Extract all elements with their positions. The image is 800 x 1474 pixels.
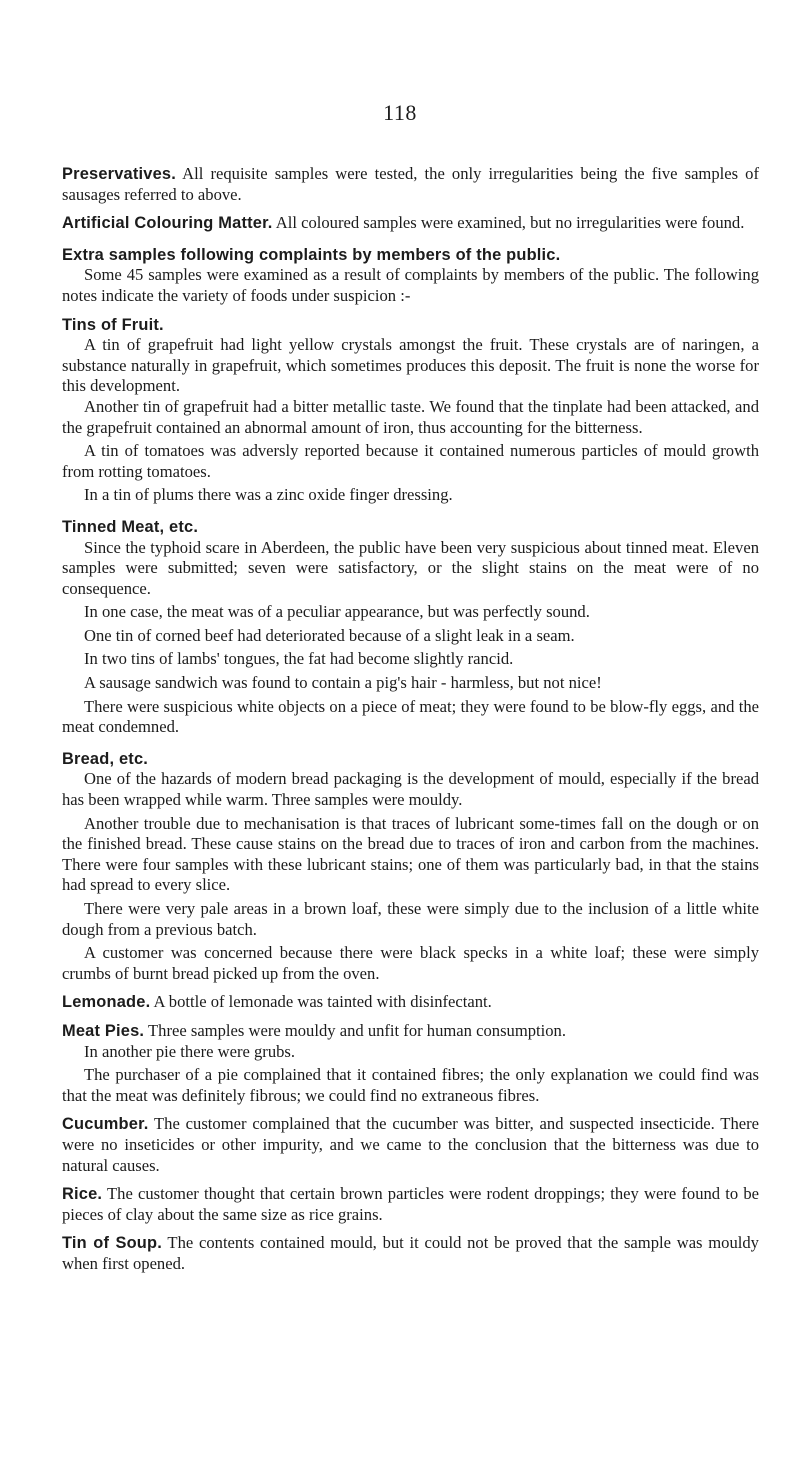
bread-paragraph: There were very pale areas in a brown loaf, these were simply due to the inclusion of a little white dough from a previous batch. xyxy=(62,899,759,939)
rice-text: The customer thought that certain brown particles were rodent droppings; they were found to be pieces of clay about the same size as rice grains. xyxy=(62,1184,759,1224)
bread-heading: Bread, etc. xyxy=(62,749,149,768)
soup-paragraph xyxy=(62,1233,759,1274)
colouring-paragraph xyxy=(62,213,759,234)
rice-paragraph xyxy=(62,1184,759,1225)
cucumber-paragraph xyxy=(62,1114,759,1176)
extra-samples-intro: Some 45 samples were examined as a result of complaints by members of the public. The following notes indicate the variety of foods under suspicion :- xyxy=(62,265,759,305)
meat-heading: Tinned Meat, etc. xyxy=(62,517,199,536)
bread-paragraph: One of the hazards of modern bread packaging is the development of mould, especially if the bread has been wrapped while warm. Three samples were mouldy. xyxy=(62,769,759,810)
document-body xyxy=(62,164,759,1275)
fruit-heading: Tins of Fruit. xyxy=(62,315,164,334)
meat-paragraph: There were suspicious white objects on a piece of meat; they were found to be blow-fly eggs, and the meat condemned. xyxy=(62,696,759,737)
pies-subparagraph: In another pie there were grubs. xyxy=(84,1041,296,1061)
bread-paragraph: Another trouble due to mechanisation is that traces of lubricant some-times fall on the dough or on the finished bread. These cause stains on the bread due to traces of iron and carbon from the machines. There were four samples with these lubricant stains; one of them was particularly bad, in that the stains had spread to every slice. xyxy=(62,813,759,895)
pies-text: Three samples were mouldy and unfit for human consumption. xyxy=(144,1020,566,1040)
preservatives-text: All requisite samples were tested, the only irregularities being the five samples of sausages referred to above. xyxy=(62,164,759,204)
meat-paragraph: In two tins of lambs' tongues, the fat had become slightly rancid. xyxy=(84,649,514,669)
lemonade-heading: Lemonade. xyxy=(62,993,151,1012)
cucumber-heading: Cucumber. xyxy=(62,1115,149,1134)
fruit-paragraph: A tin of grapefruit had light yellow crystals amongst the fruit. These crystals are of naringen, a substance naturally in grapefruit, which sometimes produces this deposit. The fruit is none the worse for this development. xyxy=(62,335,759,396)
cucumber-text: The customer complained that the cucumber was bitter, and suspected insecticide. There were no inseticides or other impurity, and we came to the conclusion that the bitterness was due to natural causes. xyxy=(62,1114,759,1175)
rice-heading: Rice. xyxy=(62,1185,103,1204)
meat-paragraph: In one case, the meat was of a peculiar appearance, but was perfectly sound. xyxy=(84,602,590,622)
meat-paragraph: A sausage sandwich was found to contain a pig's hair - harmless, but not nice! xyxy=(84,673,602,693)
page-number: 118 xyxy=(383,100,417,125)
soup-heading: Tin of Soup. xyxy=(62,1234,162,1253)
soup-text: The contents contained mould, but it could not be proved that the sample was mouldy when first opened. xyxy=(62,1233,759,1273)
colouring-text: All coloured samples were examined, but no irregularities were found. xyxy=(272,213,745,233)
preservatives-heading: Preservatives. xyxy=(62,165,176,183)
fruit-paragraph: Another tin of grapefruit had a bitter metallic taste. We found that the tinplate had been attacked, and the grapefruit contained an abnormal amount of iron, thus accounting for the bitterness. xyxy=(62,396,759,437)
colouring-heading: Artificial Colouring Matter. xyxy=(62,214,273,233)
fruit-paragraph: A tin of tomatoes was adversly reported because it contained numerous particles of mould growth from rotting tomatoes. xyxy=(62,441,759,481)
bread-paragraph: A customer was concerned because there were black specks in a white loaf; these were simply crumbs of burnt bread picked up from the oven. xyxy=(62,943,759,983)
pies-heading: Meat Pies. xyxy=(62,1021,145,1040)
pies-subparagraph: The purchaser of a pie complained that it contained fibres; the only explanation we could find was that the meat was definitely fibrous; we could find no extraneous fibres. xyxy=(62,1065,759,1105)
meat-paragraph: Since the typhoid scare in Aberdeen, the public have been very suspicious about tinned meat. Eleven samples were submitted; seven were satisfactory, or the slight stains on the meat were of no consequence. xyxy=(62,537,759,598)
pies-paragraph xyxy=(62,1021,759,1042)
lemonade-paragraph xyxy=(62,992,759,1013)
preservatives-paragraph xyxy=(62,164,759,205)
extra-samples-heading: Extra samples following complaints by members of the public. xyxy=(62,245,561,264)
meat-paragraph: One tin of corned beef had deteriorated because of a slight leak in a seam. xyxy=(84,625,575,645)
fruit-paragraph: In a tin of plums there was a zinc oxide finger dressing. xyxy=(84,485,453,505)
lemonade-text: A bottle of lemonade was tainted with disinfectant. xyxy=(150,992,492,1012)
